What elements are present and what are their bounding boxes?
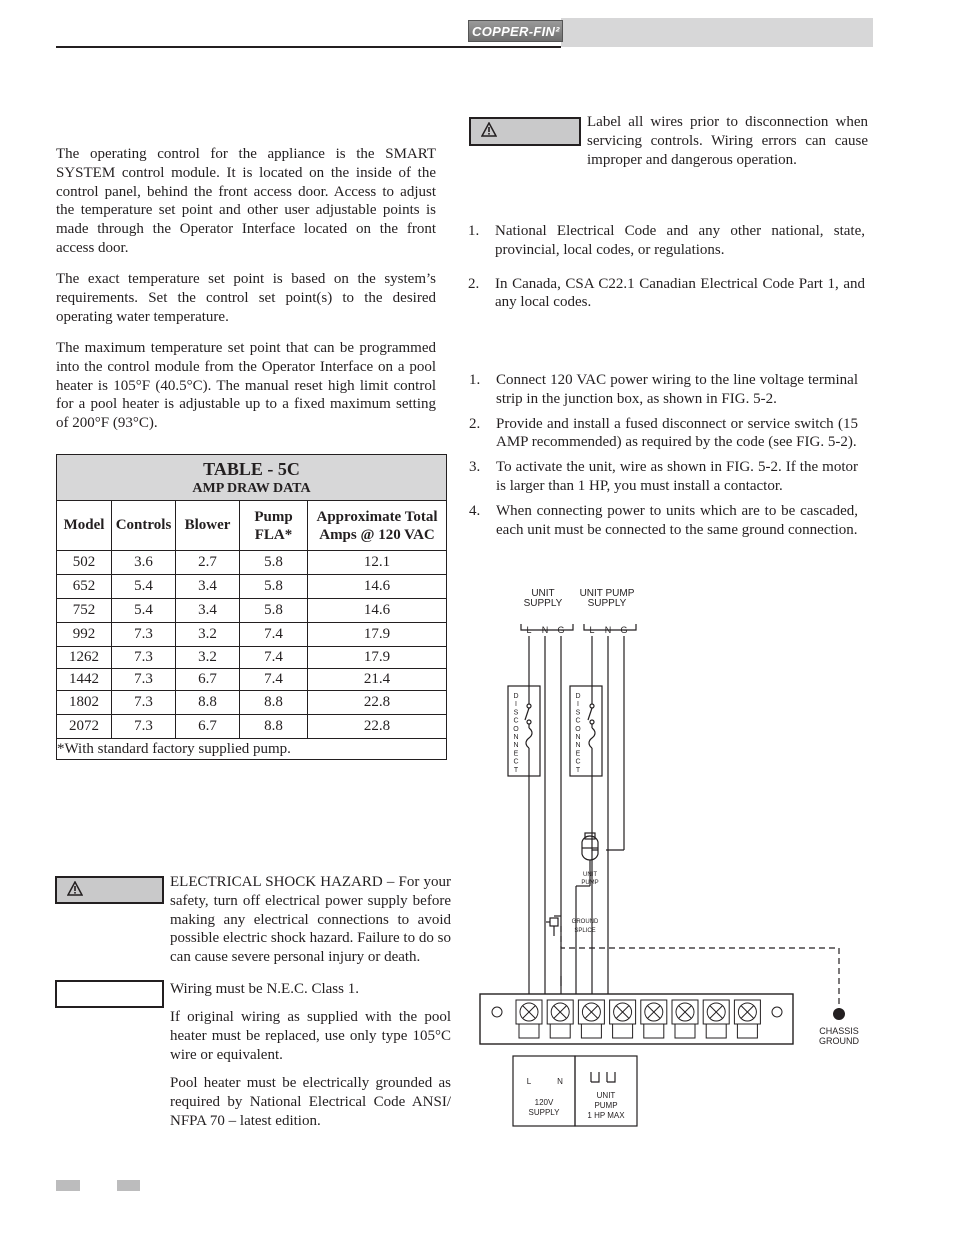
table-cell: 17.9 — [308, 647, 447, 669]
para-set-point: The exact temperature set point is based on the system’s requirements. Set the control set point(s) to the desired operating water temperature. — [56, 271, 436, 325]
table-cell: 14.6 — [308, 599, 447, 623]
label-unit-supply: UNIT — [531, 588, 555, 599]
label-n: N — [604, 625, 612, 635]
footer-page-number-box — [56, 1180, 80, 1191]
table-cell: 7.3 — [112, 623, 176, 647]
terminal-screw — [610, 1000, 636, 1038]
terminal-screw — [516, 1000, 542, 1038]
terminal-screw — [578, 1000, 604, 1038]
label-unit-pump: UNIT — [583, 872, 597, 878]
label-unit-pump-box: UNIT — [596, 1091, 616, 1100]
note-label-box — [55, 980, 164, 1008]
footer-section-box — [117, 1180, 140, 1191]
terminal-screw — [703, 1000, 729, 1038]
disconnect-letter: N — [513, 734, 519, 741]
table-cell: 1442 — [57, 669, 112, 691]
label-unit-pump-2: PUMP — [581, 880, 599, 886]
table-cell: 1262 — [57, 647, 112, 669]
list-item: 1. National Electrical Code and any other national, state, provincial, local codes, or regulations. — [468, 223, 865, 258]
table-cell: 8.8 — [240, 691, 308, 715]
table-cell: 3.4 — [176, 575, 240, 599]
list-item: 4. When connecting power to units which are to be cascaded, each unit must be connected to the same ground connection. — [469, 502, 858, 538]
caution-label-wires-text: Label all wires prior to disconnection when servicing controls. Wiring errors can cause improper and dangerous operation. — [587, 114, 868, 168]
table-row — [57, 647, 447, 669]
disconnect-letter: D — [513, 693, 519, 700]
caution-label-box — [469, 117, 581, 146]
label-unit-pump-supply-2: SUPPLY — [587, 598, 627, 609]
table-cell: 22.8 — [308, 715, 447, 739]
table-cell: 2072 — [57, 715, 112, 739]
list-item: 3. To activate the unit, wire as shown in FIG. 5-2. If the motor is larger than 1 HP, you must install a contactor. — [469, 459, 858, 494]
label-l: L — [526, 625, 532, 635]
col-blower: Blower — [176, 501, 240, 551]
label-ground-splice-2: SPLICE — [574, 928, 596, 934]
label-unit-supply-2: SUPPLY — [523, 598, 563, 609]
table-cell: 7.3 — [112, 691, 176, 715]
table-cell: 7.3 — [112, 715, 176, 739]
label-g: G — [620, 625, 628, 635]
disconnect-letter: E — [513, 750, 519, 758]
table-cell: 7.3 — [112, 669, 176, 691]
table-cell: 7.4 — [240, 647, 308, 669]
table-title: TABLE - 5C — [203, 458, 300, 479]
disconnect-letter: N — [575, 742, 581, 750]
col-controls: Controls — [112, 501, 176, 551]
terminal-screw — [734, 1000, 760, 1038]
disconnect-letter: C — [575, 717, 581, 725]
disconnect-letter: N — [575, 734, 581, 741]
header-rule — [56, 46, 561, 48]
table-cell: 22.8 — [308, 691, 447, 715]
disconnect-letter: S — [575, 709, 581, 717]
table-cell: 5.8 — [240, 551, 308, 575]
wiring-steps-list — [469, 371, 858, 539]
col-model: Model — [57, 501, 112, 551]
table-cell: 17.9 — [308, 623, 447, 647]
label-120v-supply-2: SUPPLY — [528, 1108, 560, 1117]
disconnect-letter: C — [513, 717, 519, 725]
terminal-screw — [672, 1000, 698, 1038]
table-cell: 1802 — [57, 691, 112, 715]
table-caption — [57, 455, 447, 501]
table-cell: 3.4 — [176, 599, 240, 623]
disconnect-letter: I — [515, 701, 517, 709]
table-cell: 8.8 — [176, 691, 240, 715]
table-row — [57, 715, 447, 739]
table-cell: 3.2 — [176, 647, 240, 669]
wiring-diagram — [470, 580, 870, 1135]
table-cell: 8.8 — [240, 715, 308, 739]
label-l: L — [589, 625, 595, 635]
disconnect-letter: T — [575, 766, 581, 774]
table-subtitle: AMP DRAW DATA — [192, 480, 311, 496]
terminal-screw — [641, 1000, 667, 1038]
table-cell: 21.4 — [308, 669, 447, 691]
table-cell: 7.4 — [240, 623, 308, 647]
table-row — [57, 575, 447, 599]
note-replacement-wire: If original wiring as supplied with the pool heater must be replaced, use only type 105°C wire or equivalent. — [170, 1009, 451, 1063]
list-item: 2. Provide and install a fused disconnect or service switch (15 AMP recommended) as required by the code (see FIG. 5-2). — [469, 415, 858, 451]
disconnect-letter: S — [513, 709, 519, 717]
table-header-row — [57, 501, 447, 551]
para-operating-control: The operating control for the appliance is the SMART SYSTEM control module. It is located on the inside of the control panel, behind the front access door. Access to adjust the temperature set point and other user adjustable points is made through the Operator Interface located on the front access door. — [56, 146, 436, 256]
table-cell: 7.4 — [240, 669, 308, 691]
terminal-screw — [547, 1000, 573, 1038]
table-cell: 652 — [57, 575, 112, 599]
label-box-l: L — [526, 1077, 532, 1086]
disconnect-letter: I — [577, 701, 579, 709]
col-total-amps: Approximate Total Amps @ 120 VAC — [308, 501, 447, 551]
table-row — [57, 599, 447, 623]
disconnect-letter: C — [575, 758, 581, 766]
table-row — [57, 551, 447, 575]
warning-label-box — [55, 876, 164, 904]
disconnect-letter: E — [575, 750, 581, 758]
table-cell: 502 — [57, 551, 112, 575]
list-item: 1. Connect 120 VAC power wiring to the line voltage terminal strip in the junction box, as shown in FIG. 5-2. — [469, 372, 858, 407]
table-footnote: *With standard factory supplied pump. — [57, 739, 447, 760]
label-120v-supply: 120V — [534, 1098, 554, 1107]
warning-triangle-icon — [67, 881, 83, 897]
warning-electrical-shock-text: ELECTRICAL SHOCK HAZARD – For your safety, turn off electrical power supply before making any electrical connections to avoid possible electric shock hazard. Failure to do so can cause severe personal injury or death. — [170, 874, 451, 966]
header-band — [561, 18, 873, 47]
para-max-temperature: The maximum temperature set point that can be programmed into the control module from the Operator Interface on a pool heater is 105°F (40.5°C). The manual reset high limit control for a pool heater is adjustable up to a fixed maximum setting of 200°F (93°C). — [56, 340, 436, 432]
table-row — [57, 691, 447, 715]
col-pump-fla: Pump FLA* — [240, 501, 308, 551]
label-box-n: N — [557, 1077, 563, 1086]
disconnect-letter: O — [513, 725, 519, 733]
code-requirements-list — [468, 222, 865, 312]
note-wiring-class: Wiring must be N.E.C. Class 1. — [170, 981, 359, 997]
table-cell: 5.4 — [112, 575, 176, 599]
warning-triangle-icon — [481, 122, 497, 138]
table-cell: 752 — [57, 599, 112, 623]
table-cell: 992 — [57, 623, 112, 647]
table-cell: 7.3 — [112, 647, 176, 669]
brand-logo: COPPER-FIN² — [468, 20, 563, 42]
list-item: 2. In Canada, CSA C22.1 Canadian Electrical Code Part 1, and any local codes. — [468, 275, 865, 311]
table-cell: 5.4 — [112, 599, 176, 623]
note-grounding: Pool heater must be electrically grounded as required by National Electrical Code ANSI/ NFPA 70 – latest edition. — [170, 1075, 451, 1129]
label-chassis-ground: CHASSIS — [819, 1026, 859, 1036]
table-cell: 3.6 — [112, 551, 176, 575]
amp-draw-table — [56, 454, 447, 760]
label-g: G — [557, 625, 565, 635]
label-unit-pump-box-2: PUMP — [594, 1101, 618, 1110]
table-cell: 3.2 — [176, 623, 240, 647]
table-cell: 6.7 — [176, 715, 240, 739]
table-cell: 2.7 — [176, 551, 240, 575]
table-cell: 6.7 — [176, 669, 240, 691]
disconnect-letter: O — [575, 725, 581, 733]
label-n: N — [541, 625, 549, 635]
disconnect-letter: D — [575, 693, 581, 700]
label-unit-pump-box-3: 1 HP MAX — [587, 1111, 625, 1120]
label-ground-splice: GROUND — [571, 919, 599, 925]
table-row — [57, 623, 447, 647]
table-cell: 14.6 — [308, 575, 447, 599]
table-cell: 5.8 — [240, 599, 308, 623]
label-chassis-ground-2: GROUND — [819, 1036, 859, 1046]
label-unit-pump-supply: UNIT PUMP — [579, 588, 635, 599]
disconnect-letter: T — [513, 766, 519, 774]
disconnect-letter: N — [513, 742, 519, 750]
table-row — [57, 669, 447, 691]
table-cell: 5.8 — [240, 575, 308, 599]
disconnect-letter: C — [513, 758, 519, 766]
table-cell: 12.1 — [308, 551, 447, 575]
